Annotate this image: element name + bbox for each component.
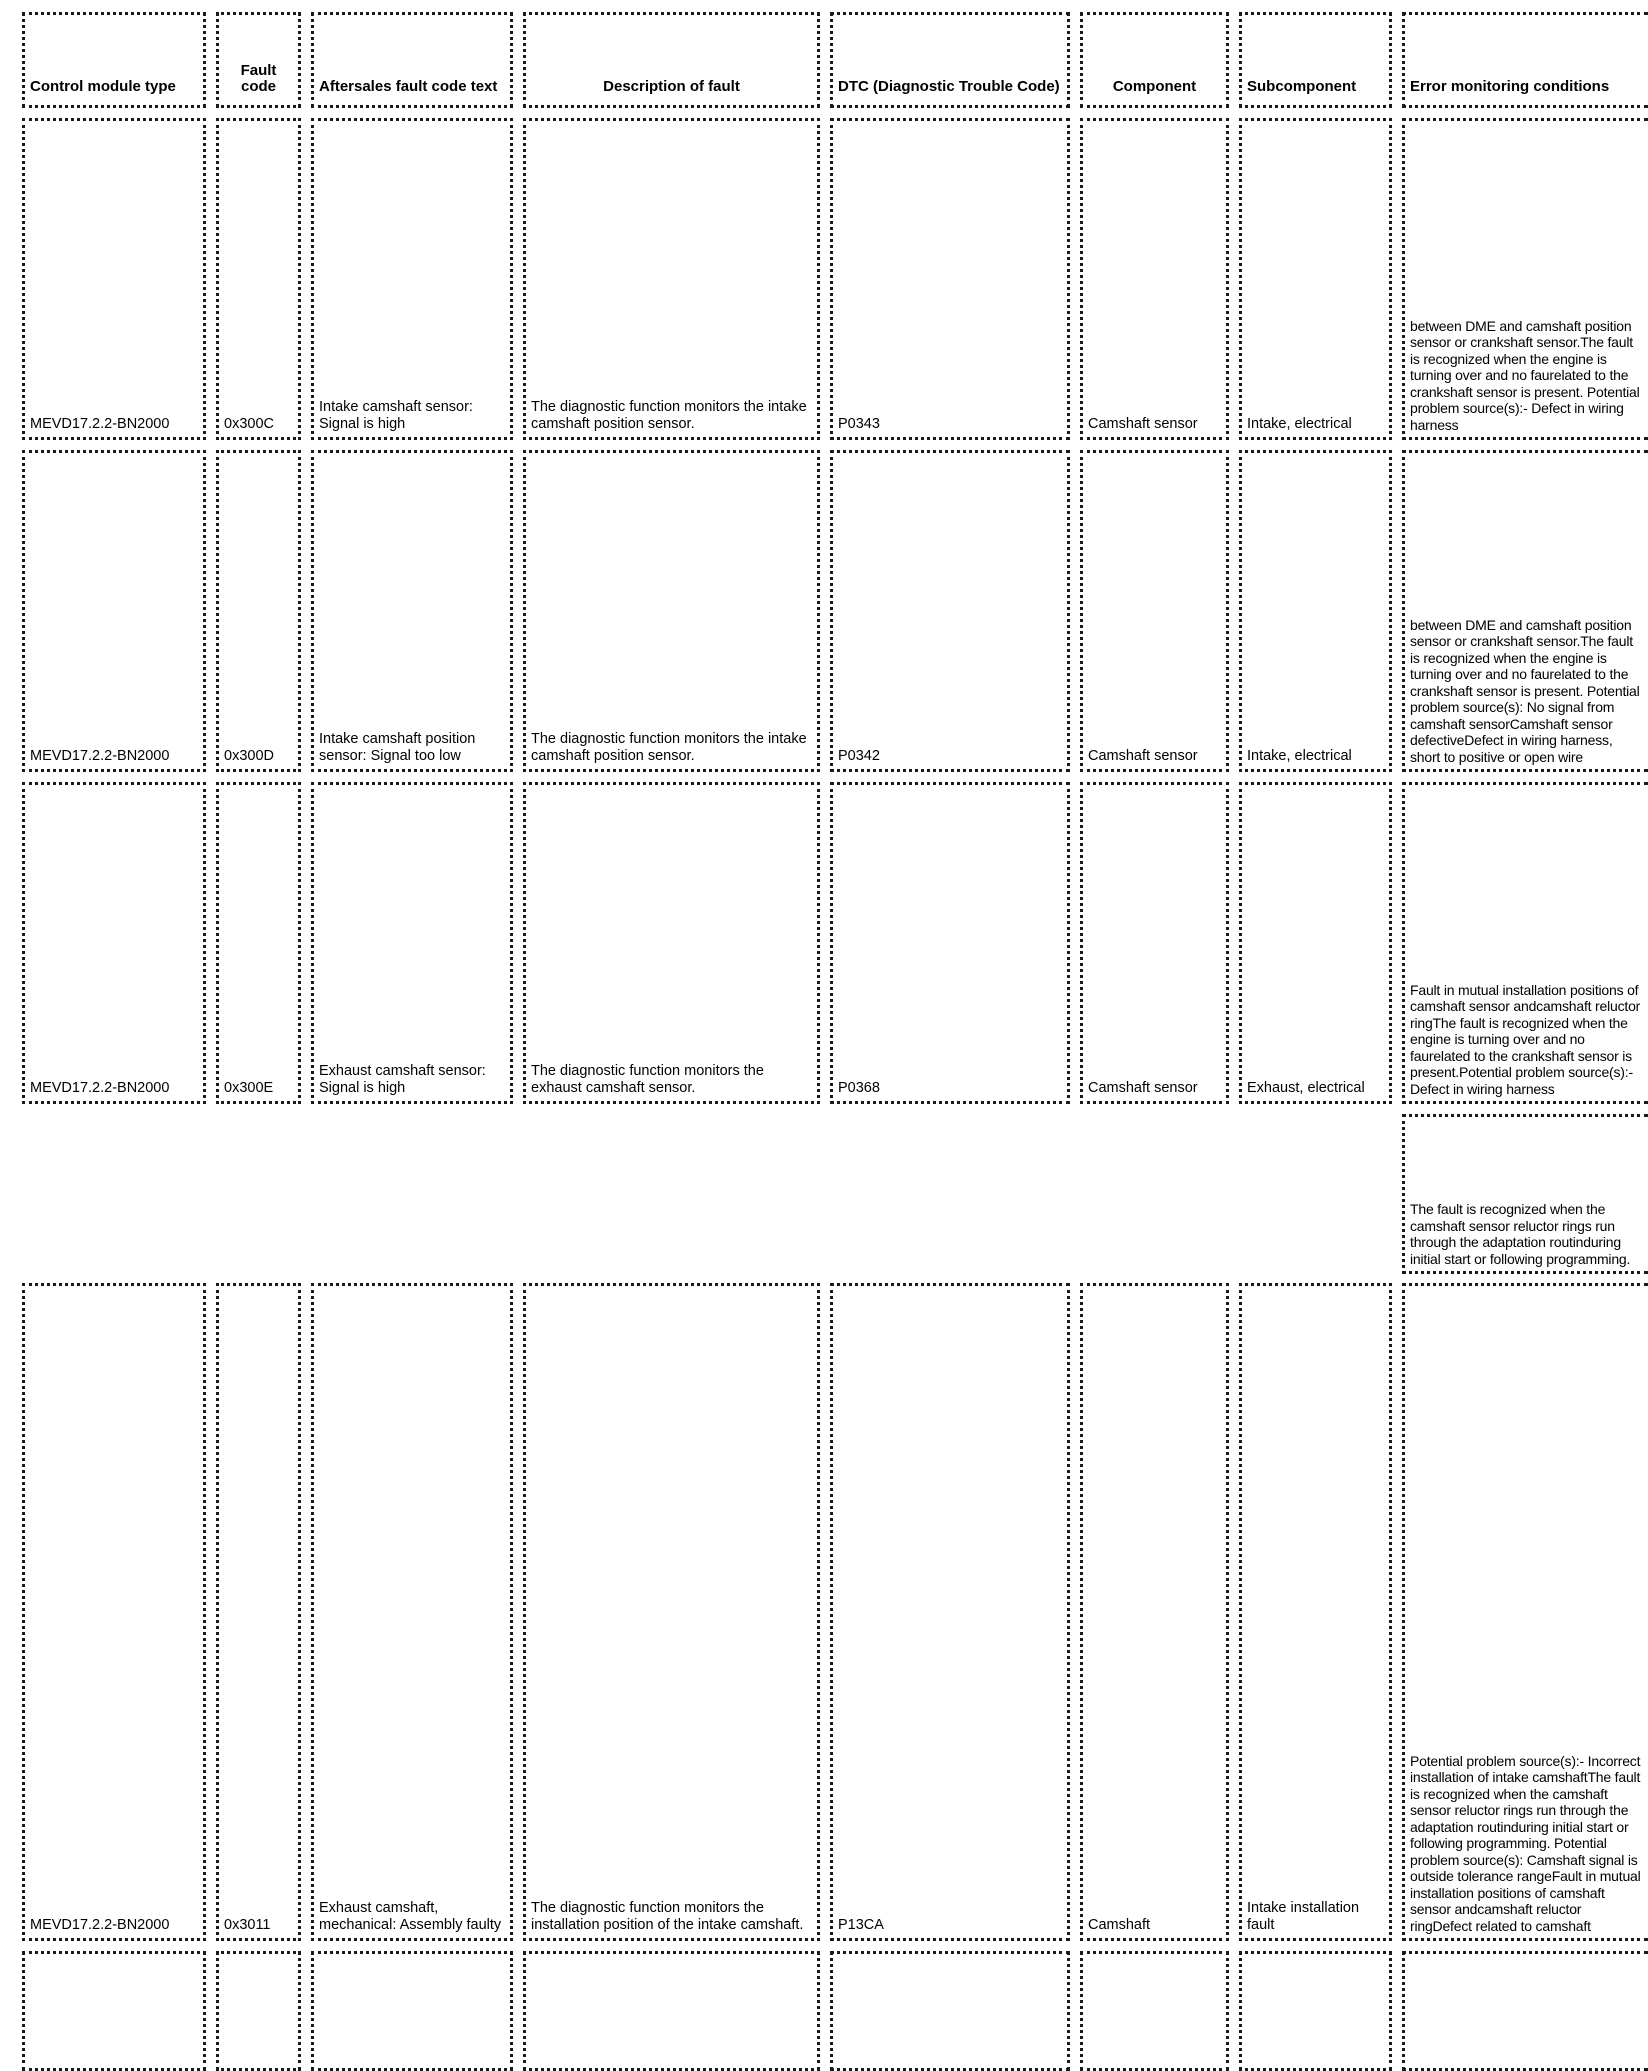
cell-description <box>523 782 820 1104</box>
header-control-module-type <box>22 12 206 108</box>
cell-text: 0x300C <box>224 416 274 432</box>
cell-fault-code <box>216 450 301 772</box>
cell-conditions <box>1402 1283 1648 1941</box>
header-label: Component <box>1112 78 1197 95</box>
header-fault-code <box>216 12 301 108</box>
cell-text: Camshaft sensor <box>1088 1080 1198 1096</box>
cell-text: Exhaust, electrical <box>1247 1080 1365 1096</box>
header-description <box>523 12 820 108</box>
cell-text: Potential problem source(s):- Incorrect installation of intake camshaftThe fault is recognized when the camshaft sensor reluctor rings run through the adaptation routinduring initial start or following programming. Potential problem source(s): Camshaft signal is outside tolerance rangeFault in mutual installation positions of camshaft sensor andcamshaft reluctor ringDefect related to camshaft <box>1410 1752 1641 1934</box>
cell-module <box>22 118 206 440</box>
cell-text: P0368 <box>838 1080 880 1096</box>
cell-text: MEVD17.2.2-BN2000 <box>30 416 170 432</box>
cell-text: between DME and camshaft position sensor or crankshaft sensor.The fault is recognized when the engine is turning over and no faurelated to the crankshaft sensor is present. Potential problem source(s): No signal from camshaft sensorCamshaft sensor defectiveDefect in wiring harness, short to positive or open wire <box>1410 616 1640 765</box>
cell-text: 0x3011 <box>224 1917 271 1933</box>
cell-module <box>22 1283 206 1941</box>
cell-text: The fault is recognized when the camshaft sensor reluctor rings run through the adaptation routinduring initial start or following programming. <box>1410 1201 1631 1267</box>
cell-fault-code <box>216 782 301 1104</box>
cell-text: The diagnostic function monitors the installation position of the intake camshaft. <box>531 1900 804 1933</box>
cell-dtc <box>830 118 1070 440</box>
header-label: Control module type <box>30 78 176 95</box>
cell-empty <box>1080 1951 1229 2071</box>
header-subcomponent <box>1239 12 1392 108</box>
cell-empty <box>523 1951 820 2071</box>
cell-fault-code <box>216 1283 301 1941</box>
cell-text: Camshaft <box>1088 1917 1151 1933</box>
cell-text: Intake camshaft sensor: Signal is high <box>319 399 473 432</box>
cell-text: MEVD17.2.2-BN2000 <box>30 1080 170 1096</box>
cell-text: Camshaft sensor <box>1088 748 1198 764</box>
cell-text: Intake, electrical <box>1247 748 1352 764</box>
header-label: Subcomponent <box>1247 78 1357 95</box>
cell-component <box>1080 450 1229 772</box>
cell-text: Intake, electrical <box>1247 416 1352 432</box>
cell-empty <box>830 1951 1070 2071</box>
cell-subcomponent <box>1239 118 1392 440</box>
cell-text: Intake installation fault <box>1247 1900 1360 1933</box>
cell-text: MEVD17.2.2-BN2000 <box>30 748 170 764</box>
cell-dtc <box>830 450 1070 772</box>
cell-dtc <box>830 782 1070 1104</box>
cell-empty <box>216 1951 301 2071</box>
cell-text: The diagnostic function monitors the exhaust camshaft sensor. <box>531 1063 764 1096</box>
cell-empty <box>1402 1951 1648 2071</box>
cell-text: 0x300E <box>224 1080 274 1096</box>
cell-dtc <box>830 1283 1070 1941</box>
cell-text: Fault in mutual installation positions of camshaft sensor andcamshaft reluctor ringThe fault is recognized when the engine is turning over and no faurelated to the crankshaft sensor is present.Potential problem source(s):- Defect in wiring harness <box>1410 981 1641 1097</box>
cell-text: Exhaust camshaft, mechanical: Assembly faulty <box>319 1900 502 1933</box>
cell-text: MEVD17.2.2-BN2000 <box>30 1917 170 1933</box>
cell-text: The diagnostic function monitors the intake camshaft position sensor. <box>531 731 807 764</box>
cell-conditions <box>1402 782 1648 1104</box>
cell-component <box>1080 1283 1229 1941</box>
cell-description <box>523 450 820 772</box>
header-label: Aftersales fault code text <box>319 78 498 95</box>
cell-conditions <box>1402 450 1648 772</box>
header-dtc <box>830 12 1070 108</box>
header-error-monitoring <box>1402 12 1648 108</box>
cell-component <box>1080 118 1229 440</box>
cell-text: Exhaust camshaft sensor: Signal is high <box>319 1063 486 1096</box>
header-label: Error monitoring conditions <box>1410 78 1610 95</box>
cell-description <box>523 118 820 440</box>
cell-aftersales-text <box>311 1283 513 1941</box>
cell-text: 0x300D <box>224 748 274 764</box>
cell-text: The diagnostic function monitors the intake camshaft position sensor. <box>531 399 807 432</box>
cell-text: Intake camshaft position sensor: Signal too low <box>319 731 476 764</box>
cell-empty <box>311 1951 513 2071</box>
cell-subcomponent <box>1239 782 1392 1104</box>
cell-subcomponent <box>1239 450 1392 772</box>
cell-conditions <box>1402 1114 1648 1274</box>
header-label: Fault code <box>240 62 277 95</box>
header-label: Description of fault <box>603 78 740 95</box>
header-component <box>1080 12 1229 108</box>
cell-text: P0343 <box>838 416 880 432</box>
cell-conditions <box>1402 118 1648 440</box>
cell-text: Camshaft sensor <box>1088 416 1198 432</box>
cell-aftersales-text <box>311 782 513 1104</box>
cell-text: between DME and camshaft position sensor or crankshaft sensor.The fault is recognized when the engine is turning over and no faurelated to the crankshaft sensor is present. Potential problem source(s):- Defect in wiring harness <box>1410 317 1640 433</box>
cell-empty <box>22 1951 206 2071</box>
cell-fault-code <box>216 118 301 440</box>
cell-aftersales-text <box>311 118 513 440</box>
cell-aftersales-text <box>311 450 513 772</box>
cell-subcomponent <box>1239 1283 1392 1941</box>
cell-text: P13CA <box>838 1917 884 1933</box>
header-aftersales-text <box>311 12 513 108</box>
cell-empty <box>1239 1951 1392 2071</box>
cell-module <box>22 782 206 1104</box>
header-label: DTC (Diagnostic Trouble Code) <box>838 78 1060 95</box>
cell-text: P0342 <box>838 748 880 764</box>
cell-module <box>22 450 206 772</box>
cell-component <box>1080 782 1229 1104</box>
cell-description <box>523 1283 820 1941</box>
